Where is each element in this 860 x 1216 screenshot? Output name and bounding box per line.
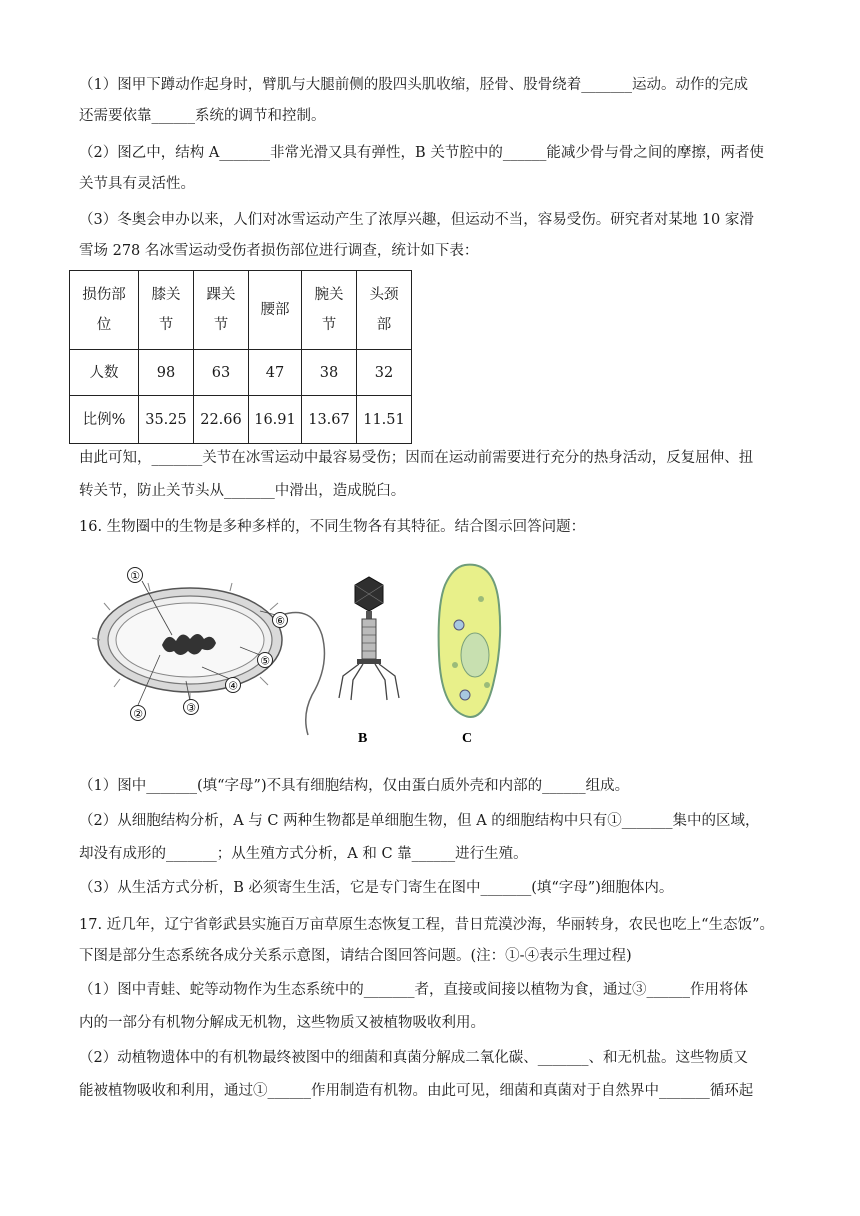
q15-part1-line2: 还需要依靠______系统的调节和控制。	[79, 108, 326, 124]
q15-part3-line1: （3）冬奥会申办以来，人们对冰雪运动产生了浓厚兴趣，但运动不当，容易受伤。研究者对某地 10 家滑	[79, 212, 754, 228]
q17-part1-line2: 内的一部分有机物分解成无机物，这些物质又被植物吸收利用。	[79, 1015, 485, 1031]
table-header-row	[70, 271, 412, 350]
marker-2	[131, 706, 146, 721]
table-header-cell: 损伤部 位	[70, 271, 139, 350]
q15-part2-line2: 关节具有灵活性。	[79, 176, 195, 192]
table-header-cell: 头颈 部	[357, 271, 412, 350]
marker-3	[184, 700, 199, 715]
table-cell: 人数	[70, 350, 139, 396]
table-cell: 35.25	[139, 396, 194, 444]
table-row-ratios	[70, 396, 412, 444]
injury-table	[69, 270, 412, 444]
label-b: B	[358, 731, 368, 746]
table-cell: 16.91	[249, 396, 302, 444]
bacteriophage-illustration	[339, 577, 399, 700]
q16-part1: （1）图中_______(填“字母”)不具有细胞结构，仅由蛋白质外壳和内部的______组成。	[79, 778, 630, 794]
svg-text:⑤: ⑤	[260, 654, 270, 668]
q17-part1-line1: （1）图中青蛙、蛇等动物作为生态系统中的_______者，直接或间接以植物为食，通过③______作用将体	[79, 982, 748, 998]
table-row-counts	[70, 350, 412, 396]
svg-text:⑥: ⑥	[275, 614, 285, 628]
table-header-cell: 膝关 节	[139, 271, 194, 350]
marker-5	[258, 653, 273, 668]
q16-part2-line2: 却没有成形的_______；从生殖方式分析，A 和 C 靠______进行生殖。	[79, 846, 528, 862]
q17-part2-line2: 能被植物吸收和利用，通过①______作用制造有机物。由此可见，细菌和真菌对于自然界中_______循环起	[79, 1083, 754, 1099]
label-c: C	[462, 731, 473, 746]
table-cell: 63	[194, 350, 249, 396]
table-cell: 38	[302, 350, 357, 396]
table-cell: 32	[357, 350, 412, 396]
q15-part2-line1: （2）图乙中，结构 A_______非常光滑又具有弹性，B 关节腔中的______能减少骨与骨之间的摩擦，两者使	[79, 145, 764, 161]
q15-part3-line2: 雪场 278 名冰雪运动受伤者损伤部位进行调查，统计如下表：	[79, 243, 479, 259]
table-cell: 98	[139, 350, 194, 396]
marker-1	[128, 568, 143, 583]
table-header-cell: 腕关 节	[302, 271, 357, 350]
table-header-cell: 踝关 节	[194, 271, 249, 350]
q17-stem-line1: 17. 近几年，辽宁省彰武县实施百万亩草原生态恢复工程，昔日荒漠沙海，华丽转身，农民也吃上“生态饭”。	[79, 917, 774, 933]
marker-6	[273, 613, 288, 628]
table-header-cell: 腰部	[249, 271, 302, 350]
q15-part4-line1: 由此可知，_______关节在冰雪运动中最容易受伤；因而在运动前需要进行充分的热身活动，反复屈伸、扭	[79, 450, 754, 466]
organisms-figure	[90, 555, 520, 755]
q17-part2-line1: （2）动植物遗体中的有机物最终被图中的细菌和真菌分解成二氧化碳、_______、和无机盐。这些物质又	[79, 1050, 748, 1066]
svg-text:③: ③	[186, 701, 196, 715]
table-cell: 47	[249, 350, 302, 396]
svg-text:②: ②	[133, 707, 143, 721]
q17-stem-line2: 下图是部分生态系统各成分关系示意图，请结合图回答问题。(注：①-④表示生理过程)	[79, 948, 632, 964]
marker-4	[226, 678, 241, 693]
table-cell: 11.51	[357, 396, 412, 444]
q16-part2-line1: （2）从细胞结构分析，A 与 C 两种生物都是单细胞生物，但 A 的细胞结构中只有①_______集中的区域，	[79, 813, 760, 829]
table-cell: 比例%	[70, 396, 139, 444]
bacterium-illustration	[92, 581, 324, 735]
svg-text:④: ④	[228, 679, 238, 693]
q15-part1-line1: （1）图甲下蹲动作起身时，臂肌与大腿前侧的股四头肌收缩，胫骨、股骨绕着_______运动。动作的完成	[79, 77, 748, 93]
paramecium-illustration	[439, 565, 501, 717]
table-cell: 13.67	[302, 396, 357, 444]
q15-part4-line2: 转关节，防止关节头从_______中滑出，造成脱臼。	[79, 483, 406, 499]
svg-text:①: ①	[130, 569, 140, 583]
q16-part3: （3）从生活方式分析，B 必须寄生生活，它是专门寄生在图中_______(填“字母”)细胞体内。	[79, 880, 674, 896]
table-cell: 22.66	[194, 396, 249, 444]
q16-stem: 16. 生物圈中的生物是多种多样的，不同生物各有其特征。结合图示回答问题：	[79, 519, 586, 535]
